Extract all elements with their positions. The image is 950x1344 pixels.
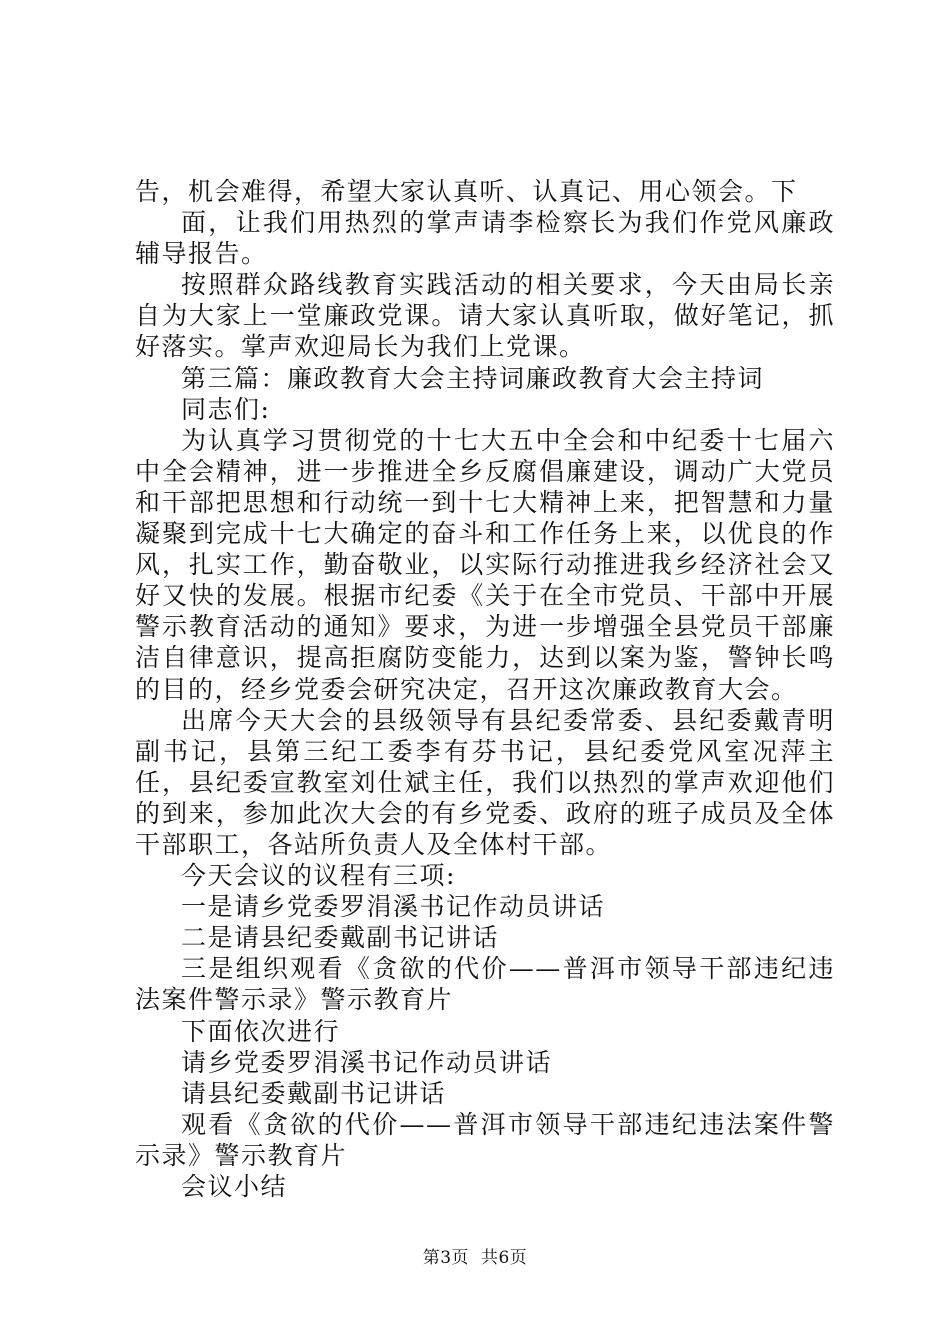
agenda-item: 三是组织观看《贪欲的代价——普洱市领导干部违纪违法案件警示录》警示教育片 [135, 954, 835, 1015]
page-number: 第3页 [422, 1248, 470, 1268]
closing-item: 会议小结 [181, 1172, 288, 1201]
page-footer [0, 1243, 950, 1268]
document-body [135, 176, 835, 1202]
paragraph: 请乡党委罗涓溪书记作动员讲话 [181, 1047, 553, 1077]
paragraph: 面，让我们用热烈的掌声请李检察长为我们作党风廉政辅导报告。 [135, 208, 835, 269]
paragraph: 观看《贪欲的代价——普洱市领导干部违纪违法案件警示录》警示教育片 [135, 1109, 835, 1170]
agenda-item: 一是请乡党委罗涓溪书记作动员讲话 [181, 892, 606, 922]
paragraph: 出席今天大会的县级领导有县纪委常委、县纪委戴青明副书记，县第三纪工委李有芬书记，县纪委党风室况萍主任，县纪委宣教室刘仕斌主任，我们以热烈的掌声欢迎他们的到来，参加此次大会的有乡党委、政府的班子成员及全体干部职工，各站所负责人及全体村干部。 [135, 705, 835, 859]
paragraph: 告，机会难得，希望大家认真听、认真记、用心领会。下 [135, 177, 798, 206]
agenda-intro: 今天会议的议程有三项: [181, 861, 456, 891]
salutation: 同志们: [181, 394, 271, 424]
section-heading: 第三篇：廉政教育大会主持词廉政教育大会主持词 [181, 363, 765, 393]
paragraph: 按照群众路线教育实践活动的相关要求，今天由局长亲自为大家上一堂廉政党课。请大家认真听取，做好笔记，抓好落实。掌声欢迎局长为我们上党课。 [135, 270, 835, 362]
paragraph: 为认真学习贯彻党的十七大五中全会和中纪委十七届六中全会精神，进一步推进全乡反腐倡廉建设，调动广大党员和干部把思想和行动统一到十七大精神上来，把智慧和力量凝聚到完成十七大确定的奋斗和工作任务上来，以优良的作风，扎实工作，勤奋敬业，以实际行动推进我乡经济社会又好又快的发展。根据市纪委《关于在全市党员、干部中开展警示教育活动的通知》要求，为进一步增强全县党员干部廉洁自律意识，提高拒腐防变能力，达到以案为鉴，警钟长鸣的目的，经乡党委会研究决定，召开这次廉政教育大会。 [135, 425, 835, 704]
paragraph: 下面依次进行 [181, 1016, 341, 1046]
paragraph: 请县纪委戴副书记讲话 [181, 1078, 447, 1108]
page-total: 共6页 [480, 1248, 528, 1268]
agenda-item: 二是请县纪委戴副书记讲话 [181, 923, 500, 953]
